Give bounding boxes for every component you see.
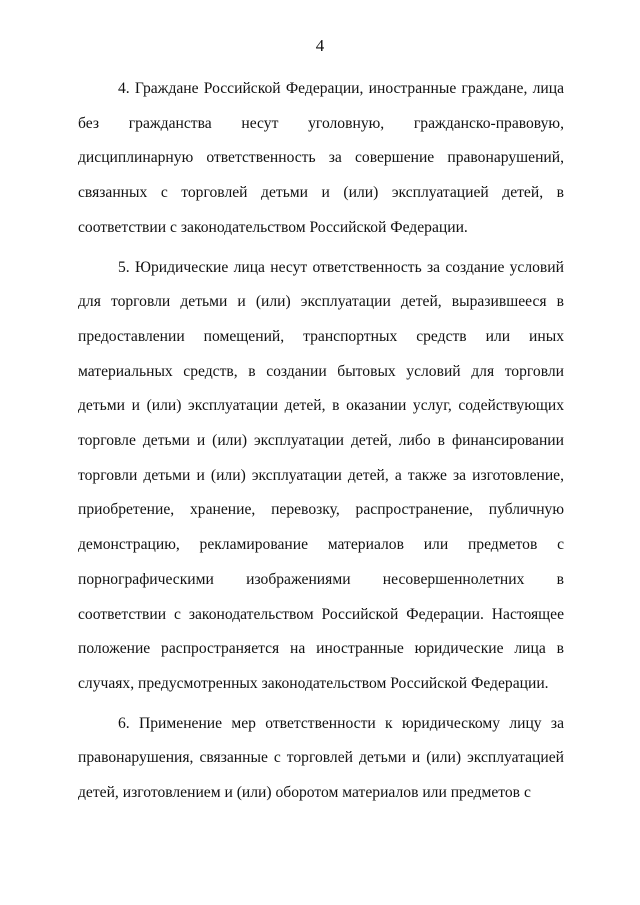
document-body: [78, 72, 564, 816]
paragraph-4: 4. Граждане Российской Федерации, иностранные граждане, лица без гражданства несут уголовную, гражданско-правовую, дисциплинарную ответственность за совершение правонарушений, связанных с торговлей детьми и (или) эксплуатацией детей, в соответствии с законодательством Российской Федерации.: [78, 80, 564, 236]
paragraph-5: 5. Юридические лица несут ответственность за создание условий для торговли детьми и (или) эксплуатации детей, выразившееся в предоставлении помещений, транспортных средств или иных материальных средств, в создании бытовых условий для торговли детьми и (или) эксплуатации детей, в оказании услуг, содействующих торговле детьми и (или) эксплуатации детей, либо в финансировании торговли детьми и (или) эксплуатации детей, а также за изготовление, приобретение, хранение, перевозку, распространение, публичную демонстрацию, рекламирование материалов или предметов с порнографическими изображениями несовершеннолетних в соответствии с законодательством Российской Федерации. Настоящее положение распространяется на иностранные юридические лица в случаях, предусмотренных законодательством Российской Федерации.: [78, 258, 564, 692]
paragraph-6: 6. Применение мер ответственности к юридическому лицу за правонарушения, связанные с торговлей детьми и (или) эксплуатацией детей, изготовлением и (или) оборотом материалов или предметов с: [78, 714, 564, 802]
page-number: 4: [315, 36, 325, 55]
